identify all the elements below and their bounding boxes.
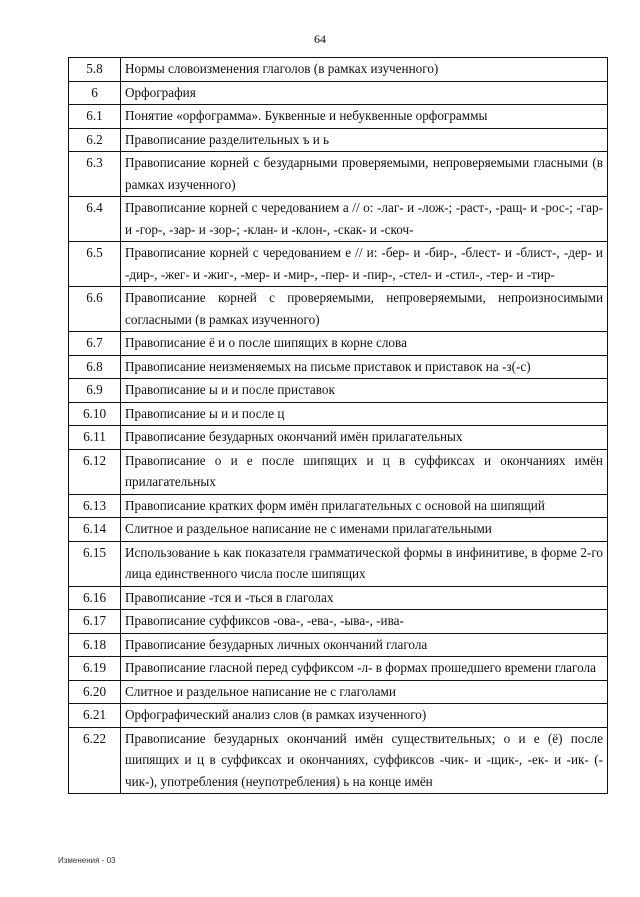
row-text: Понятие «орфограмма». Буквенные и небуквенные орфограммы — [121, 105, 608, 129]
table-row — [69, 541, 608, 586]
table-row — [69, 242, 608, 287]
row-number: 6.6 — [69, 287, 121, 332]
table-row — [69, 680, 608, 704]
row-text: Правописание безударных личных окончаний глагола — [121, 633, 608, 657]
row-text: Правописание о и е после шипящих и ц в суффиксах и окончаниях имён прилагательных — [121, 449, 608, 494]
table-row — [69, 128, 608, 152]
row-text: Правописание корней с чередованием е // и: -бер- и -бир-, -блест- и -блист-, -дер- и -дир-, -жег- и -жиг-, -мер- и -мир-, -пер- и -пир-, -стел- и -стил-, -тер- и -тир- — [121, 242, 608, 287]
table-row — [69, 449, 608, 494]
row-text: Правописание -тся и -ться в глаголах — [121, 586, 608, 610]
row-number: 6.10 — [69, 402, 121, 426]
row-number: 6.1 — [69, 105, 121, 129]
row-number: 6.4 — [69, 197, 121, 242]
row-number: 6.14 — [69, 518, 121, 542]
row-text: Правописание ы и и после ц — [121, 402, 608, 426]
row-number: 6.5 — [69, 242, 121, 287]
row-number: 6.15 — [69, 541, 121, 586]
row-number: 5.8 — [69, 58, 121, 82]
table-row — [69, 494, 608, 518]
row-text: Нормы словоизменения глаголов (в рамках изученного) — [121, 58, 608, 82]
table-row — [69, 610, 608, 634]
row-number: 6.16 — [69, 586, 121, 610]
curriculum-table — [68, 57, 608, 794]
table-row — [69, 727, 608, 794]
row-text: Правописание ё и о после шипящих в корне слова — [121, 332, 608, 356]
row-number: 6.12 — [69, 449, 121, 494]
row-number: 6.11 — [69, 426, 121, 450]
row-text: Правописание безударных окончаний имён существительных; о и е (ё) после шипящих и ц в суффиксах и окончаниях, суффиксов -чик- и -щик-, -ек- и -ик- (-чик-), употребления (неупотребления) ь на конце имён — [121, 727, 608, 794]
row-number: 6.17 — [69, 610, 121, 634]
table-row — [69, 426, 608, 450]
table-row — [69, 332, 608, 356]
row-text: Слитное и раздельное написание не с именами прилагательными — [121, 518, 608, 542]
table-row — [69, 152, 608, 197]
row-number: 6.2 — [69, 128, 121, 152]
table-row — [69, 402, 608, 426]
table-row — [69, 633, 608, 657]
row-number: 6.20 — [69, 680, 121, 704]
table-row — [69, 657, 608, 681]
row-number: 6.9 — [69, 379, 121, 403]
row-text: Правописание ы и и после приставок — [121, 379, 608, 403]
row-number: 6.8 — [69, 355, 121, 379]
table-row — [69, 704, 608, 728]
row-number: 6.22 — [69, 727, 121, 794]
row-text: Слитное и раздельное написание не с глаголами — [121, 680, 608, 704]
table-row — [69, 379, 608, 403]
row-text: Правописание корней с безударными проверяемыми, непроверяемыми гласными (в рамках изученного) — [121, 152, 608, 197]
row-text: Правописание корней с чередованием а // о: -лаг- и -лож-; -раст-, -ращ- и -рос-; -гар- и -гор-, -зар- и -зор-; -клан- и -клон-, -скак- и -скоч- — [121, 197, 608, 242]
row-text: Правописание безударных окончаний имён прилагательных — [121, 426, 608, 450]
row-text: Правописание разделительных ъ и ь — [121, 128, 608, 152]
row-text: Правописание корней с проверяемыми, непроверяемыми, непроизносимыми согласными (в рамках изученного) — [121, 287, 608, 332]
row-number: 6.3 — [69, 152, 121, 197]
page-number: 64 — [314, 32, 326, 46]
table-row — [69, 105, 608, 129]
row-number: 6.13 — [69, 494, 121, 518]
row-text: Правописание неизменяемых на письме приставок и приставок на -з(-с) — [121, 355, 608, 379]
table-row — [69, 81, 608, 105]
table-row — [69, 355, 608, 379]
table-row — [69, 197, 608, 242]
row-number: 6.18 — [69, 633, 121, 657]
row-text: Правописание гласной перед суффиксом -л- в формах прошедшего времени глагола — [121, 657, 608, 681]
row-text: Правописание кратких форм имён прилагательных с основой на шипящий — [121, 494, 608, 518]
row-text: Правописание суффиксов -ова-, -ева-, -ыва-, -ива- — [121, 610, 608, 634]
table-row — [69, 518, 608, 542]
table-row — [69, 586, 608, 610]
table-row — [69, 58, 608, 82]
row-number: 6 — [69, 81, 121, 105]
revision-footer: Изменения - 03 — [58, 856, 116, 865]
table-row — [69, 287, 608, 332]
row-text: Орфография — [121, 81, 608, 105]
row-text: Использование ь как показателя грамматической формы в инфинитиве, в форме 2-го лица единственного числа после шипящих — [121, 541, 608, 586]
row-text: Орфографический анализ слов (в рамках изученного) — [121, 704, 608, 728]
row-number: 6.7 — [69, 332, 121, 356]
row-number: 6.19 — [69, 657, 121, 681]
row-number: 6.21 — [69, 704, 121, 728]
